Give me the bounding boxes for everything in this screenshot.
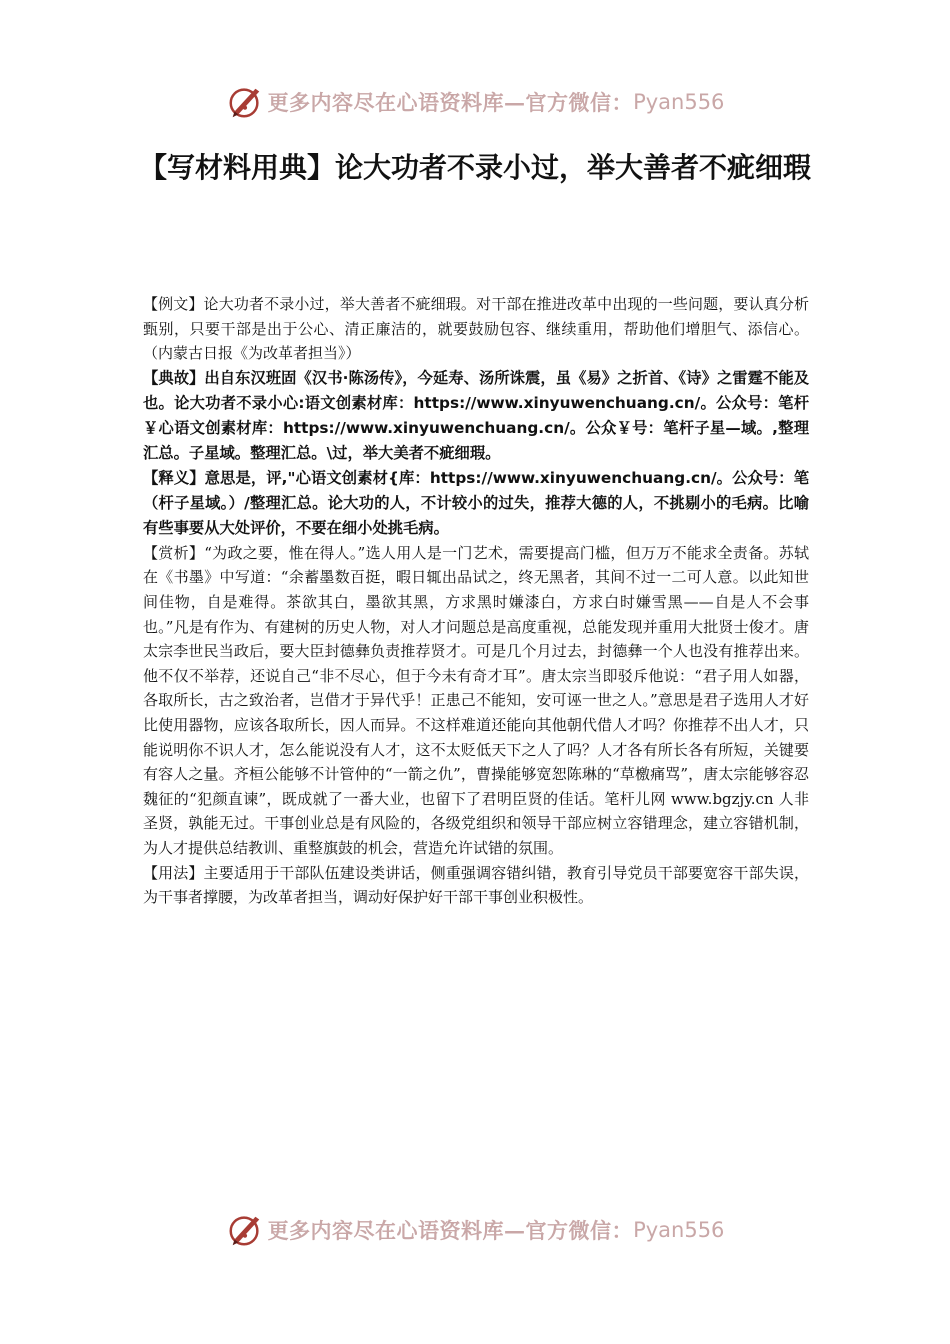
header-banner-text: 更多内容尽在心语资料库—官方微信： — [267, 90, 634, 115]
usage-paragraph: 【用法】主要适用于干部队伍建设类讲话，侧重强调容错纠错，教育引导党员干部要宽容干部失误，为干事者撑腰，为改革者担当，调动好保护好干部干事创业积极性。 — [143, 863, 809, 907]
source-paragraph: 【典故】出自东汉班固《汉书·陈汤传》，今延寿、汤所诛震，虽《易》之折首、《诗》之雷霆不能及也。论大功者不录小心:语文创素材库：https://www.xinyuwenchuang.cn/。公众号：笔杆￥心语文创素材库：https://www.xinyuwenchuang.cn/。公众￥号：笔杆子星—域。,整理汇总。子星域。整理汇总。\过，举大美者不疵细瑕。 — [143, 368, 809, 462]
example-paragraph: 【例文】论大功者不录小过，举大善者不疵细瑕。对干部在推进改革中出现的一些问题，要认真分析甄别，只要干部是出于公心、清正廉洁的，就要鼓励包容、继续重用，帮助他们增胆气、添信心。（内蒙古日报《为改革者担当》） — [143, 295, 809, 363]
header-banner — [0, 80, 950, 124]
article-body — [143, 292, 809, 910]
pen-logo-icon — [226, 1211, 264, 1249]
pen-logo-icon — [226, 83, 264, 121]
page-title: 【写材料用典】论大功者不录小过，举大善者不疵细瑕 — [138, 151, 811, 184]
footer-banner — [0, 1208, 950, 1252]
analysis-paragraph: 【赏析】“为政之要，惟在得人。”选人用人是一门艺术，需要提高门槛，但万万不能求全责备。苏轼在《书墨》中写道：“余蓄墨数百挺，暇日辄出品试之，终无黑者，其间不过一二可人意。以此知世间佳物，自是难得。茶欲其白，墨欲其黑，方求黑时嫌漆白，方求白时嫌雪黑——自是人不会事也。”凡是有作为、有建树的历史人物，对人才问题总是高度重视，总能发现并重用大批贤士俊才。唐太宗李世民当政后，要大臣封德彝负责推荐贤才。可是几个月过去，封德彝一个人也没有推荐出来。他不仅不举荐，还说自己“非不尽心，但于今未有奇才耳”。唐太宗当即驳斥他说：“君子用人如器，各取所长，古之致治者，岂借才于异代乎！正患己不能知，安可诬一世之人。”意思是君子选用人才好比使用器物，应该各取所长，因人而异。不这样难道还能向其他朝代借人才吗？你推荐不出人才，只能说明你不识人才，怎么能说没有人才，这不太贬低天下之人了吗？人才各有所长各有所短，关键要有容人之量。齐桓公能够不计管仲的“一箭之仇”，曹操能够宽恕陈琳的“草檄痛骂”，唐太宗能够容忍魏征的“犯颜直谏”，既成就了一番大业，也留下了君明臣贤的佳话。笔杆儿网 www.bgzjy.cn 人非圣贤，孰能无过。干事创业总是有风险的，各级党组织和领导干部应树立容错理念，建立容错机制，为人才提供总结教训、重整旗鼓的机会，营造允许试错的氛围。 — [143, 543, 809, 857]
footer-banner-handle: Pyan556 — [633, 1218, 725, 1242]
meaning-paragraph: 【释义】意思是，评,"心语文创素材{库：https://www.xinyuwenchuang.cn/。公众号：笔（杆子星域。）/整理汇总。论大功的人，不计较小的过失，推荐大德的人，不挑剔小的毛病。比喻有些事要从大处评价，不要在细小处挑毛病。 — [143, 468, 809, 537]
footer-banner-text: 更多内容尽在心语资料库—官方微信： — [267, 1218, 634, 1243]
footer-banner-content — [226, 1211, 725, 1249]
header-banner-handle: Pyan556 — [633, 90, 725, 114]
header-banner-content — [226, 83, 725, 121]
